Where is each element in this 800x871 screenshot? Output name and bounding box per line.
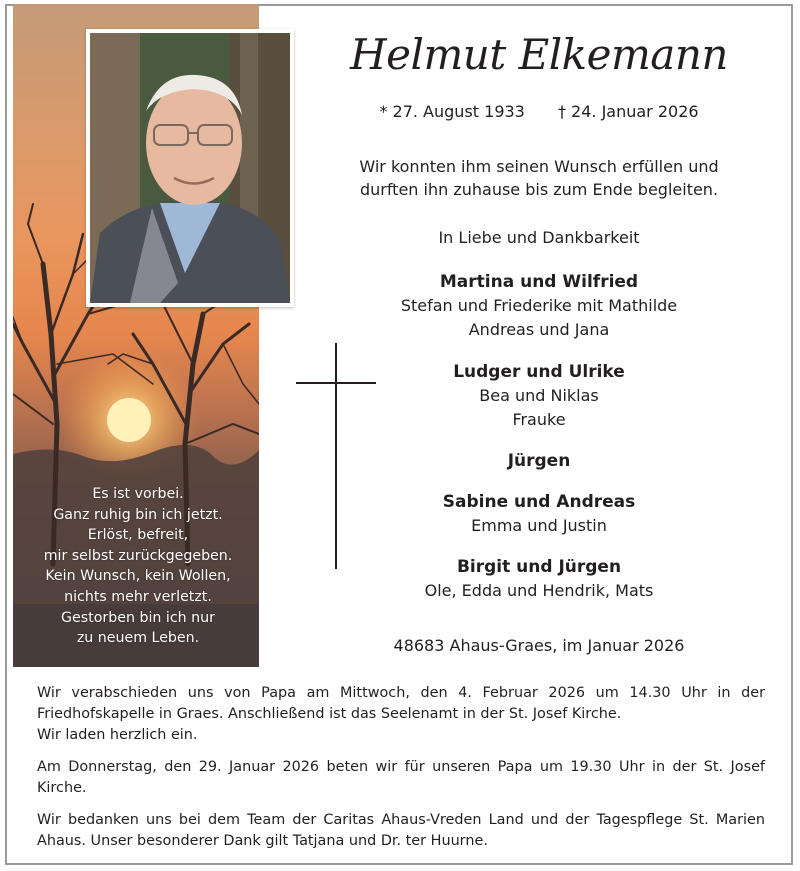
sun	[107, 398, 151, 442]
poem-line: nichts mehr verletzt.	[64, 588, 212, 605]
family-line: Bea und Niklas	[479, 386, 599, 405]
family-line: Frauke	[512, 410, 566, 429]
message-line: Wir konnten ihm seinen Wunsch erfüllen und	[359, 157, 719, 176]
service-paragraph	[37, 683, 765, 746]
poem	[18, 484, 258, 649]
family-line: Andreas und Jana	[468, 320, 610, 339]
message-line: durften ihn zuhause bis zum Ende begleiten.	[359, 180, 719, 199]
message	[300, 155, 778, 201]
family-line: Emma und Justin	[471, 516, 607, 535]
family-head: Ludger und Ulrike	[453, 362, 625, 382]
invitation-text: Wir laden herzlich ein.	[37, 727, 198, 743]
family-head: Birgit und Jürgen	[456, 557, 622, 577]
poem-line: Es ist vorbei.	[92, 486, 184, 502]
family-line: Stefan und Friederike mit Mathilde	[400, 296, 678, 315]
poem-line: Erlöst, befreit,	[87, 527, 189, 544]
poem-line: Gestorben bin ich nur	[61, 609, 215, 626]
family-head: Martina und Wilfried	[439, 272, 639, 292]
family-head: Sabine und Andreas	[442, 492, 636, 512]
family-head: Jürgen	[507, 451, 571, 471]
poem-line: Kein Wunsch, kein Wollen,	[45, 568, 231, 585]
funeral-info	[37, 683, 765, 863]
death-date: † 24. Januar 2026	[557, 102, 699, 121]
place-date: 48683 Ahaus-Graes, im Januar 2026	[393, 636, 685, 655]
family-line: Ole, Edda und Hendrik, Mats	[424, 581, 654, 600]
intro-text: In Liebe und Dankbarkeit	[438, 228, 640, 247]
life-dates	[300, 102, 778, 121]
cross-icon	[296, 343, 378, 569]
prayer-paragraph: Am Donnerstag, den 29. Januar 2026 beten wir für unseren Papa um 19.30 Uhr in der St. Josef Kirche.	[37, 759, 765, 796]
family-group	[300, 270, 778, 342]
deceased-name: Helmut Elkemann	[350, 30, 728, 79]
service-text: Wir verabschieden uns von Papa am Mittwoch, den 4. Februar 2026 um 14.30 Uhr in der Friedhofskapelle in Graes. Anschließend ist das Seelenamt in der St. Josef Kirche.	[37, 685, 765, 722]
birth-date: * 27. August 1933	[379, 102, 525, 121]
poem-line: mir selbst zurückgegeben.	[43, 547, 233, 564]
thanks-paragraph: Wir bedanken uns bei dem Team der Caritas Ahaus-Vreden Land und der Tagespflege St. Marien Ahaus. Unser besonderer Dank gilt Tatjana und Dr. ter Huurne.	[37, 812, 765, 849]
portrait-photo	[86, 29, 294, 307]
poem-line: zu neuem Leben.	[76, 630, 200, 647]
poem-line: Ganz ruhig bin ich jetzt.	[53, 506, 223, 523]
